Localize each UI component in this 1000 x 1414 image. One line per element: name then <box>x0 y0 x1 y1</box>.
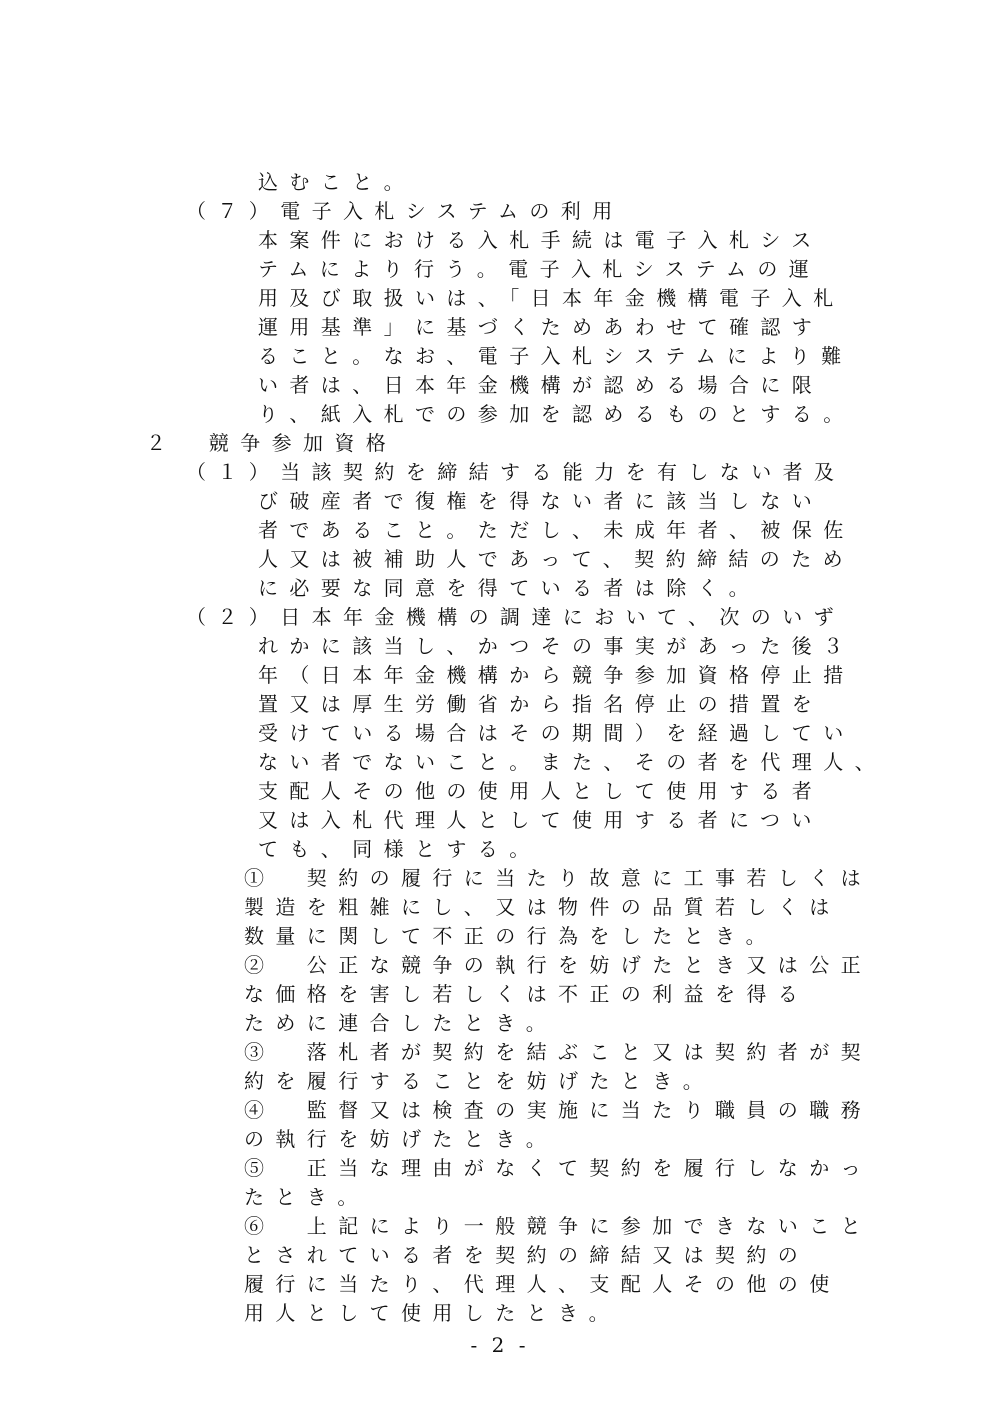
list-item-5: ⑤ 正当な理由がなくて契約を履行しなかっ <box>244 1156 872 1180</box>
list-item-4: ④ 監督又は検査の実施に当たり職員の職務 <box>244 1098 872 1122</box>
text-line: 込むこと。 <box>258 170 415 194</box>
text-line: とされている者を契約の締結又は契約の <box>244 1243 810 1267</box>
text-line: 用人として使用したとき。 <box>244 1301 620 1325</box>
text-line: 運用基準」に基づくためあわせて確認す <box>258 315 824 339</box>
list-item-6: ⑥ 上記により一般競争に参加できないこと <box>244 1214 872 1238</box>
text-line: な価格を害し若しくは不正の利益を得る <box>244 982 810 1006</box>
text-line: 用及び取扱いは、「日本年金機構電子入札 <box>258 286 845 310</box>
text-line: い者は、日本年金機構が認める場合に限 <box>258 373 824 397</box>
section-heading-2: ２ 競争参加資格 <box>146 431 398 455</box>
text-line: ること。なお、電子入札システムにより難 <box>258 344 853 368</box>
subsection-heading-2: （２）日本年金機構の調達において、次のいず <box>186 605 845 629</box>
text-line: 支配人その他の使用人として使用する者 <box>258 779 824 803</box>
text-line: 又は入札代理人として使用する者につい <box>258 808 823 832</box>
text-line: 約を履行することを妨げたとき。 <box>244 1069 715 1093</box>
text-line: 製造を粗雑にし、又は物件の品質若しくは <box>244 895 841 919</box>
text-line: 本案件における入札手続は電子入札シス <box>258 228 823 252</box>
text-line: たとき。 <box>244 1185 369 1209</box>
text-line: ために連合したとき。 <box>244 1011 558 1035</box>
text-line: に必要な同意を得ている者は除く。 <box>258 576 760 600</box>
text-line: 受けている場合はその期間）を経過してい <box>258 721 855 745</box>
text-line: 年（日本年金機構から競争参加資格停止措 <box>258 663 855 687</box>
list-item-1: ① 契約の履行に当たり故意に工事若しくは <box>244 866 872 890</box>
list-item-3: ③ 落札者が契約を結ぶこと又は契約者が契 <box>244 1040 872 1064</box>
text-line: び破産者で復権を得ない者に該当しない <box>258 489 824 513</box>
subsection-heading-1: （１）当該契約を締結する能力を有しない者及 <box>186 460 846 484</box>
text-line: ても、同様とする。 <box>258 837 541 861</box>
text-line: 履行に当たり、代理人、支配人その他の使 <box>244 1272 841 1296</box>
text-line: 人又は被補助人であって、契約締結のため <box>258 547 854 571</box>
text-line: 数量に関して不正の行為をしたとき。 <box>244 924 777 948</box>
list-item-2: ② 公正な競争の執行を妨げたとき又は公正 <box>244 953 872 977</box>
section-heading-7: （７）電子入札システムの利用 <box>186 199 624 223</box>
page-number: - 2 - <box>470 1333 530 1357</box>
text-line: の執行を妨げたとき。 <box>244 1127 558 1151</box>
text-line: テムにより行う。電子入札システムの運 <box>258 257 821 281</box>
text-line: り、紙入札での参加を認めるものとする。 <box>258 402 855 426</box>
text-line: れかに該当し、かつその事実があった後３ <box>258 634 855 658</box>
text-line: 置又は厚生労働省から指名停止の措置を <box>258 692 824 716</box>
text-line: 者であること。ただし、未成年者、被保佐 <box>258 518 855 542</box>
text-line: ない者でないこと。また、その者を代理人、 <box>258 750 886 774</box>
